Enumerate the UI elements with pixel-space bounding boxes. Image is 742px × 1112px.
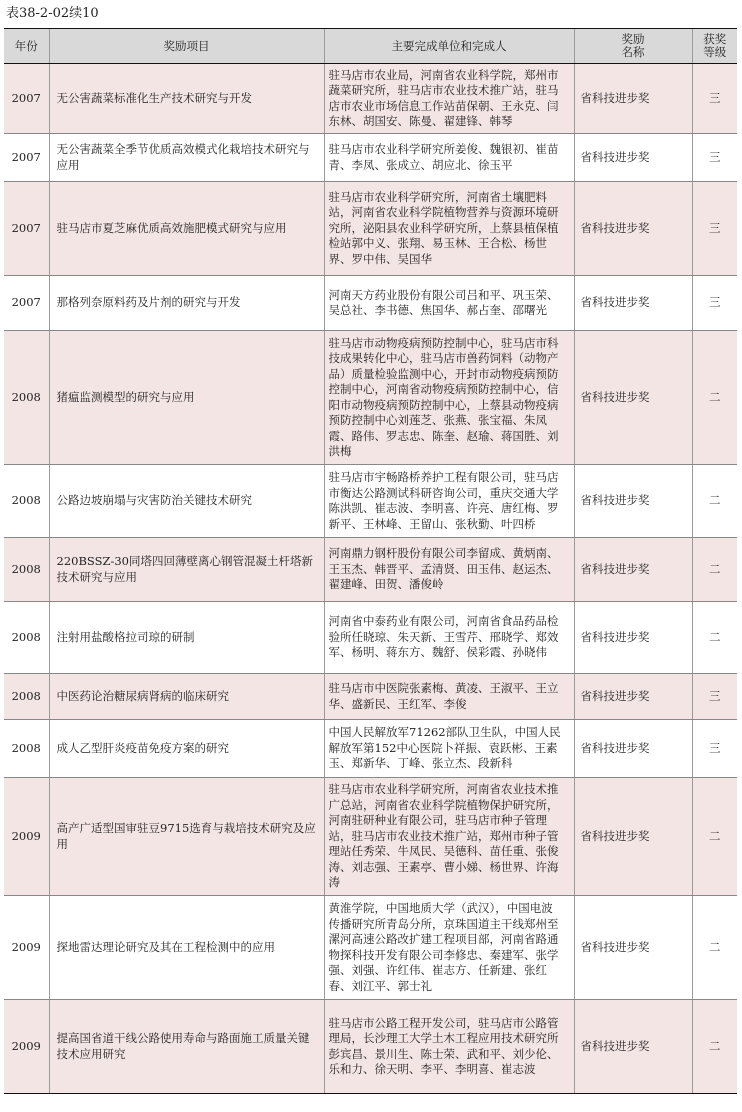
cell-grade: 二	[692, 1000, 737, 1094]
cell-project: 公路边坡崩塌与灾害防治关键技术研究	[49, 465, 324, 538]
header-year: 年份	[4, 29, 49, 64]
cell-year: 2009	[4, 778, 49, 896]
cell-project: 无公害蔬菜全季节优质高效模式化栽培技术研究与应用	[49, 134, 324, 182]
table-caption: 表38-2-02续10	[6, 6, 99, 21]
table-row	[4, 674, 737, 720]
cell-project: 中医药论治糖尿病肾病的临床研究	[49, 674, 324, 720]
cell-award: 省科技进步奖	[574, 182, 692, 276]
cell-units: 河南天方药业股份有限公司吕和平、巩玉荣、吴总社、李书德、焦国华、郝占奎、邵曙光	[324, 276, 574, 331]
table-row	[4, 896, 737, 1000]
awards-table	[4, 28, 737, 1094]
cell-year: 2008	[4, 720, 49, 778]
header-project: 奖励项目	[49, 29, 324, 64]
cell-project: 提高国省道干线公路使用寿命与路面施工质量关键技术应用研究	[49, 1000, 324, 1094]
cell-year: 2008	[4, 331, 49, 465]
cell-grade: 二	[692, 465, 737, 538]
cell-year: 2007	[4, 276, 49, 331]
cell-units: 驻马店市农业科学研究所，河南省土壤肥料站，河南省农业科学院植物营养与资源环境研究所，泌阳县农业科学研究所，上蔡县植保植检站郭中义、张翔、易玉林、王合松、杨世界、罗中伟、吴国华	[324, 182, 574, 276]
cell-units: 河南省中泰药业有限公司，河南省食品药品检验所任晓琼、朱天新、王雪芹、邢晓学、郑效军、杨明、蒋东方、魏舒、侯彩霞、孙晓伟	[324, 602, 574, 674]
cell-project: 探地雷达理论研究及其在工程检测中的应用	[49, 896, 324, 1000]
cell-award: 省科技进步奖	[574, 276, 692, 331]
table-row	[4, 331, 737, 465]
cell-units: 河南鼎力钢杆股份有限公司李留成、黄炳南、王玉杰、韩晋平、孟清贤、田玉伟、赵运杰、翟建峰、田贺、潘俊岭	[324, 538, 574, 602]
cell-award: 省科技进步奖	[574, 778, 692, 896]
cell-year: 2008	[4, 538, 49, 602]
cell-units: 驻马店市动物疫病预防控制中心，驻马店市科技成果转化中心，驻马店市兽药饲料（动物产品）质量检验监测中心，开封市动物疫病预防控制中心，河南省动物疫病预防控制中心，信阳市动物疫病预防控制中心，上蔡县动物疫病预防控制中心刘莲芝、张燕、张宝福、朱凤霞、路伟、罗志忠、陈奎、赵瑜、蒋国胜、刘洪梅	[324, 331, 574, 465]
cell-project: 成人乙型肝炎疫苗免疫方案的研究	[49, 720, 324, 778]
cell-award: 省科技进步奖	[574, 465, 692, 538]
cell-grade: 二	[692, 896, 737, 1000]
cell-project: 注射用盐酸格拉司琼的研制	[49, 602, 324, 674]
header-grade-line1: 获奖	[703, 32, 727, 46]
cell-year: 2009	[4, 896, 49, 1000]
table-row	[4, 602, 737, 674]
cell-year: 2008	[4, 674, 49, 720]
header-award-line1: 奖励	[621, 32, 645, 46]
cell-award: 省科技进步奖	[574, 64, 692, 134]
cell-units: 驻马店市农业局，河南省农业科学院，郑州市蔬菜研究所，驻马店市农业技术推广站，驻马店市农业市场信息工作站苗保朝、王永克、闫东林、胡国安、陈曼、翟建锋、韩琴	[324, 64, 574, 134]
cell-units: 中国人民解放军71262部队卫生队，中国人民解放军第152中心医院卜祥振、袁跃彬、王素玉、郑新华、丁峰、张立杰、段新科	[324, 720, 574, 778]
cell-grade: 二	[692, 331, 737, 465]
cell-award: 省科技进步奖	[574, 896, 692, 1000]
header-grade	[692, 29, 737, 64]
cell-year: 2008	[4, 465, 49, 538]
table-row	[4, 182, 737, 276]
cell-grade: 二	[692, 538, 737, 602]
cell-award: 省科技进步奖	[574, 720, 692, 778]
table-row	[4, 720, 737, 778]
cell-year: 2007	[4, 64, 49, 134]
header-award	[574, 29, 692, 64]
cell-award: 省科技进步奖	[574, 538, 692, 602]
cell-grade: 三	[692, 134, 737, 182]
cell-year: 2009	[4, 1000, 49, 1094]
cell-award: 省科技进步奖	[574, 602, 692, 674]
cell-units: 驻马店市公路工程开发公司，驻马店市公路管理局，长沙理工大学土木工程应用技术研究所彭宾昌、景川生、陈士荣、武和平、刘少伦、乐和力、徐天明、李平、李明喜、崔志波	[324, 1000, 574, 1094]
cell-project: 猪瘟监测模型的研究与应用	[49, 331, 324, 465]
cell-units: 黄淮学院，中国地质大学（武汉），中国电波传播研究所青岛分所，京珠国道主干线郑州至漯河高速公路改扩建工程项目部，河南省路通物探科技开发有限公司李修忠、秦建军、张学强、刘强、许红伟、崔志方、任新建、张红春、刘江平、郭士礼	[324, 896, 574, 1000]
cell-project: 驻马店市夏芝麻优质高效施肥模式研究与应用	[49, 182, 324, 276]
cell-grade: 三	[692, 182, 737, 276]
table-row	[4, 465, 737, 538]
cell-project: 高产广适型国审驻豆9715选育与栽培技术研究及应用	[49, 778, 324, 896]
table-row	[4, 1000, 737, 1094]
cell-year: 2007	[4, 182, 49, 276]
table-row	[4, 64, 737, 134]
cell-grade: 二	[692, 778, 737, 896]
cell-project: 220BSSZ-30同塔四回薄壁离心钢管混凝土杆塔新技术研究与应用	[49, 538, 324, 602]
header-grade-line2: 等级	[703, 45, 727, 59]
table-header-row	[4, 29, 737, 64]
cell-award: 省科技进步奖	[574, 1000, 692, 1094]
cell-grade: 三	[692, 276, 737, 331]
cell-award: 省科技进步奖	[574, 134, 692, 182]
cell-grade: 三	[692, 720, 737, 778]
header-award-line2: 名称	[621, 45, 645, 59]
cell-grade: 三	[692, 64, 737, 134]
cell-project: 无公害蔬菜标准化生产技术研究与开发	[49, 64, 324, 134]
cell-units: 驻马店市中医院张素梅、黄凌、王淑平、王立华、盛新民、王红军、李俊	[324, 674, 574, 720]
cell-units: 驻马店市农业科学研究所，河南省农业技术推广总站，河南省农业科学院植物保护研究所，河南驻研种业有限公司，驻马店市种子管理站，驻马店市农业技术推广站，郑州市种子管理站任秀荣、牛凤民、吴德科、苗任重、张俊涛、刘志强、王素亭、曹小娣、杨世界、许海涛	[324, 778, 574, 896]
table-row	[4, 538, 737, 602]
cell-award: 省科技进步奖	[574, 674, 692, 720]
cell-year: 2007	[4, 134, 49, 182]
table-row	[4, 778, 737, 896]
cell-project: 那格列奈原料药及片剂的研究与开发	[49, 276, 324, 331]
cell-year: 2008	[4, 602, 49, 674]
cell-grade: 二	[692, 602, 737, 674]
table-row	[4, 276, 737, 331]
cell-units: 驻马店市农业科学研究所姜俊、魏银初、崔苗青、李凤、张成立、胡应北、徐玉平	[324, 134, 574, 182]
cell-award: 省科技进步奖	[574, 331, 692, 465]
cell-units: 驻马店市宇畅路桥养护工程有限公司，驻马店市衡达公路测试科研咨询公司，重庆交通大学陈洪凯、崔志波、李明喜、许亮、唐红梅、罗新平、王林峰、王留山、张秋勤、叶四桥	[324, 465, 574, 538]
header-units: 主要完成单位和完成人	[324, 29, 574, 64]
table-row	[4, 134, 737, 182]
cell-grade: 三	[692, 674, 737, 720]
